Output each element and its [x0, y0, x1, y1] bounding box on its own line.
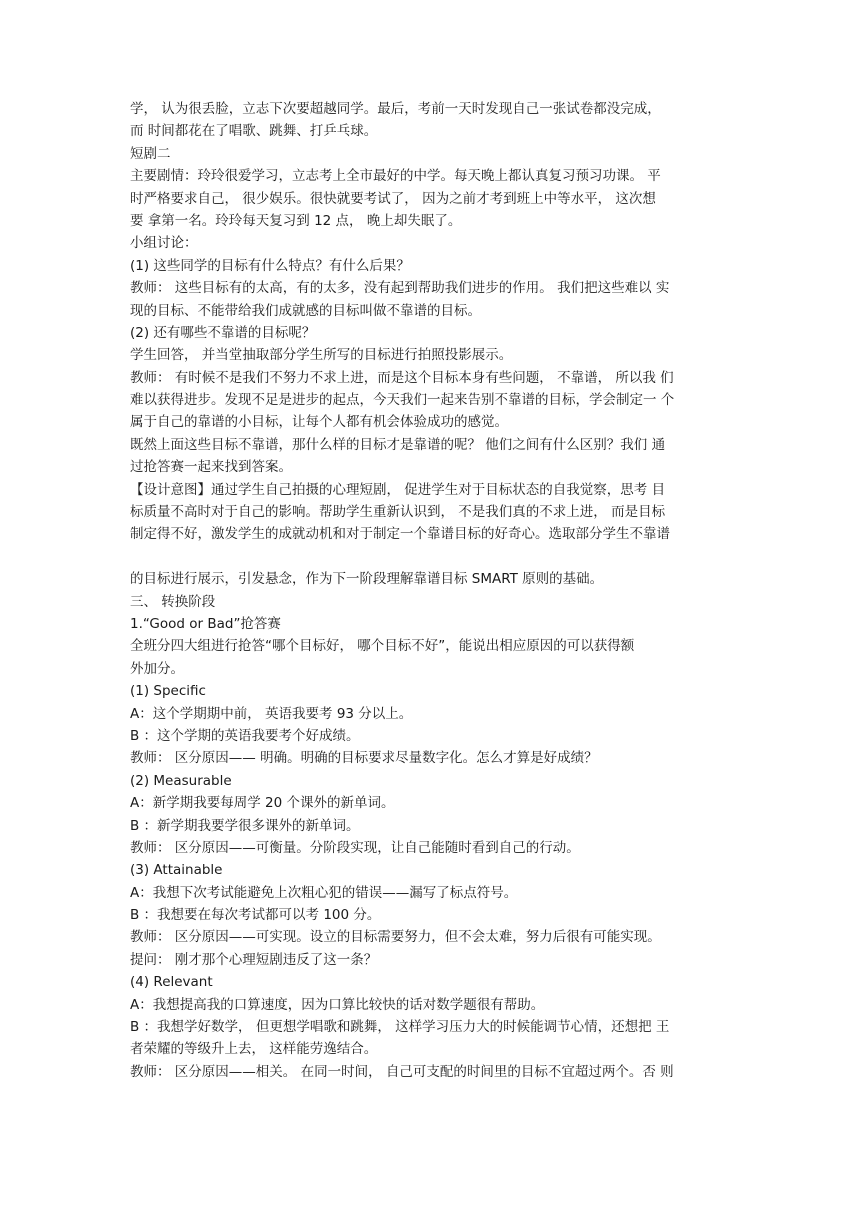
text-line: (1) 这些同学的目标有什么特点？有什么后果？ — [130, 257, 410, 274]
text-line: 学生回答， 并当堂抽取部分学生所写的目标进行拍照投影展示。 — [130, 347, 513, 364]
text-line: 【设计意图】通过学生自己拍摄的心理短剧， 促进学生对于目标状态的自我觉察，思考 目 — [130, 481, 666, 498]
text-line: B ：我想学好数学， 但更想学唱歌和跳舞， 这样学习压力大的时候能调节心情，还想把 王 — [130, 1019, 670, 1036]
text-line: 既然上面这些目标不靠谱，那什么样的目标才是靠谱的呢？ 他们之间有什么区别？我们 通 — [130, 436, 666, 453]
text-line: 教师： 区分原因——相关。 在同一时间， 自己可支配的时间里的目标不宜超过两个。否 则 — [130, 1063, 674, 1080]
text-line: 现的目标、不能带给我们成就感的目标叫做不靠谱的目标。 — [130, 302, 481, 319]
document-body — [130, 98, 730, 1083]
text-line: 1.“Good or Bad”抢答赛 — [130, 615, 281, 632]
text-line: (1) Specific — [130, 683, 206, 700]
text-line: (4) Relevant — [130, 974, 213, 991]
text-line: 教师： 这些目标有的太高，有的太多，没有起到帮助我们进步的作用。 我们把这些难以 实 — [130, 280, 670, 297]
paragraph-gap — [130, 546, 730, 568]
text-line: A：我想提高我的口算速度，因为口算比较快的话对数学题很有帮助。 — [130, 996, 545, 1013]
text-line: B ：这个学期的英语我要考个好成绩。 — [130, 727, 360, 744]
text-line: 全班分四大组进行抢答“哪个目标好， 哪个目标不好”，能说出相应原因的可以获得额 — [130, 638, 635, 655]
text-line: B ：我想要在每次考试都可以考 100 分。 — [130, 907, 381, 924]
text-line: 者荣耀的等级升上去， 这样能劳逸结合。 — [130, 1041, 378, 1058]
text-line: A：新学期我要每周学 20 个课外的新单词。 — [130, 795, 395, 812]
text-line: 教师： 区分原因——可衡量。分阶段实现，让自己能随时看到自己的行动。 — [130, 839, 580, 856]
text-line: 标质量不高时对于自己的影响。帮助学生重新认识到， 不是我们真的不求上进， 而是目标 — [130, 504, 666, 521]
text-line: 制定得不好，激发学生的成就动机和对于制定一个靠谱目标的好奇心。选取部分学生不靠谱 — [130, 526, 670, 543]
text-line: 时严格要求自己， 很少娱乐。很快就要考试了， 因为之前才考到班上中等水平， 这次想 — [130, 190, 656, 207]
text-line: 而 时间都花在了唱歌、跳舞、打乒乓球。 — [130, 123, 378, 140]
text-line: 教师： 有时候不是我们不努力不求上进，而是这个目标本身有些问题， 不靠谱， 所以我 们 — [130, 369, 674, 386]
text-line: 短剧二 — [130, 145, 171, 162]
text-line: 提问： 刚才那个心理短剧违反了这一条？ — [130, 951, 378, 968]
text-line: 难以获得进步。发现不足是进步的起点，今天我们一起来告别不靠谱的目标，学会制定一 个 — [130, 392, 675, 409]
text-line: 主要剧情：玲玲很爱学习，立志考上全市最好的中学。每天晚上都认真复习预习功课。 平 — [130, 168, 661, 185]
text-line: 外加分。 — [130, 660, 184, 677]
text-line: (2) Measurable — [130, 772, 232, 789]
text-line: B ：新学期我要学很多课外的新单词。 — [130, 817, 360, 834]
text-line: 的目标进行展示，引发悬念，作为下一阶段理解靠谱目标 SMART 原则的基础。 — [130, 571, 604, 588]
text-line: A：我想下次考试能避免上次粗心犯的错误——漏写了标点符号。 — [130, 884, 518, 901]
text-line: 过抢答赛一起来找到答案。 — [130, 459, 292, 476]
text-line: 学， 认为很丢脸，立志下次要超越同学。最后，考前一天时发现自己一张试卷都没完成， — [130, 101, 661, 117]
text-line: (3) Attainable — [130, 862, 223, 879]
text-line: 小组讨论： — [130, 235, 198, 252]
text-line: A：这个学期期中前， 英语我要考 93 分以上。 — [130, 705, 413, 722]
text-line: 要 拿第一名。玲玲每天复习到 12 点， 晚上却失眠了。 — [130, 212, 462, 229]
text-line: 教师： 区分原因—— 明确。明确的目标要求尽量数字化。怎么才算是好成绩？ — [130, 750, 598, 767]
text-line: 教师： 区分原因——可实现。设立的目标需要努力，但不会太难，努力后很有可能实现。 — [130, 929, 661, 946]
text-line: 属于自己的靠谱的小目标，让每个人都有机会体验成功的感觉。 — [130, 414, 508, 431]
text-line: (2) 还有哪些不靠谱的目标呢？ — [130, 324, 316, 341]
text-line: 三、 转换阶段 — [130, 593, 216, 610]
